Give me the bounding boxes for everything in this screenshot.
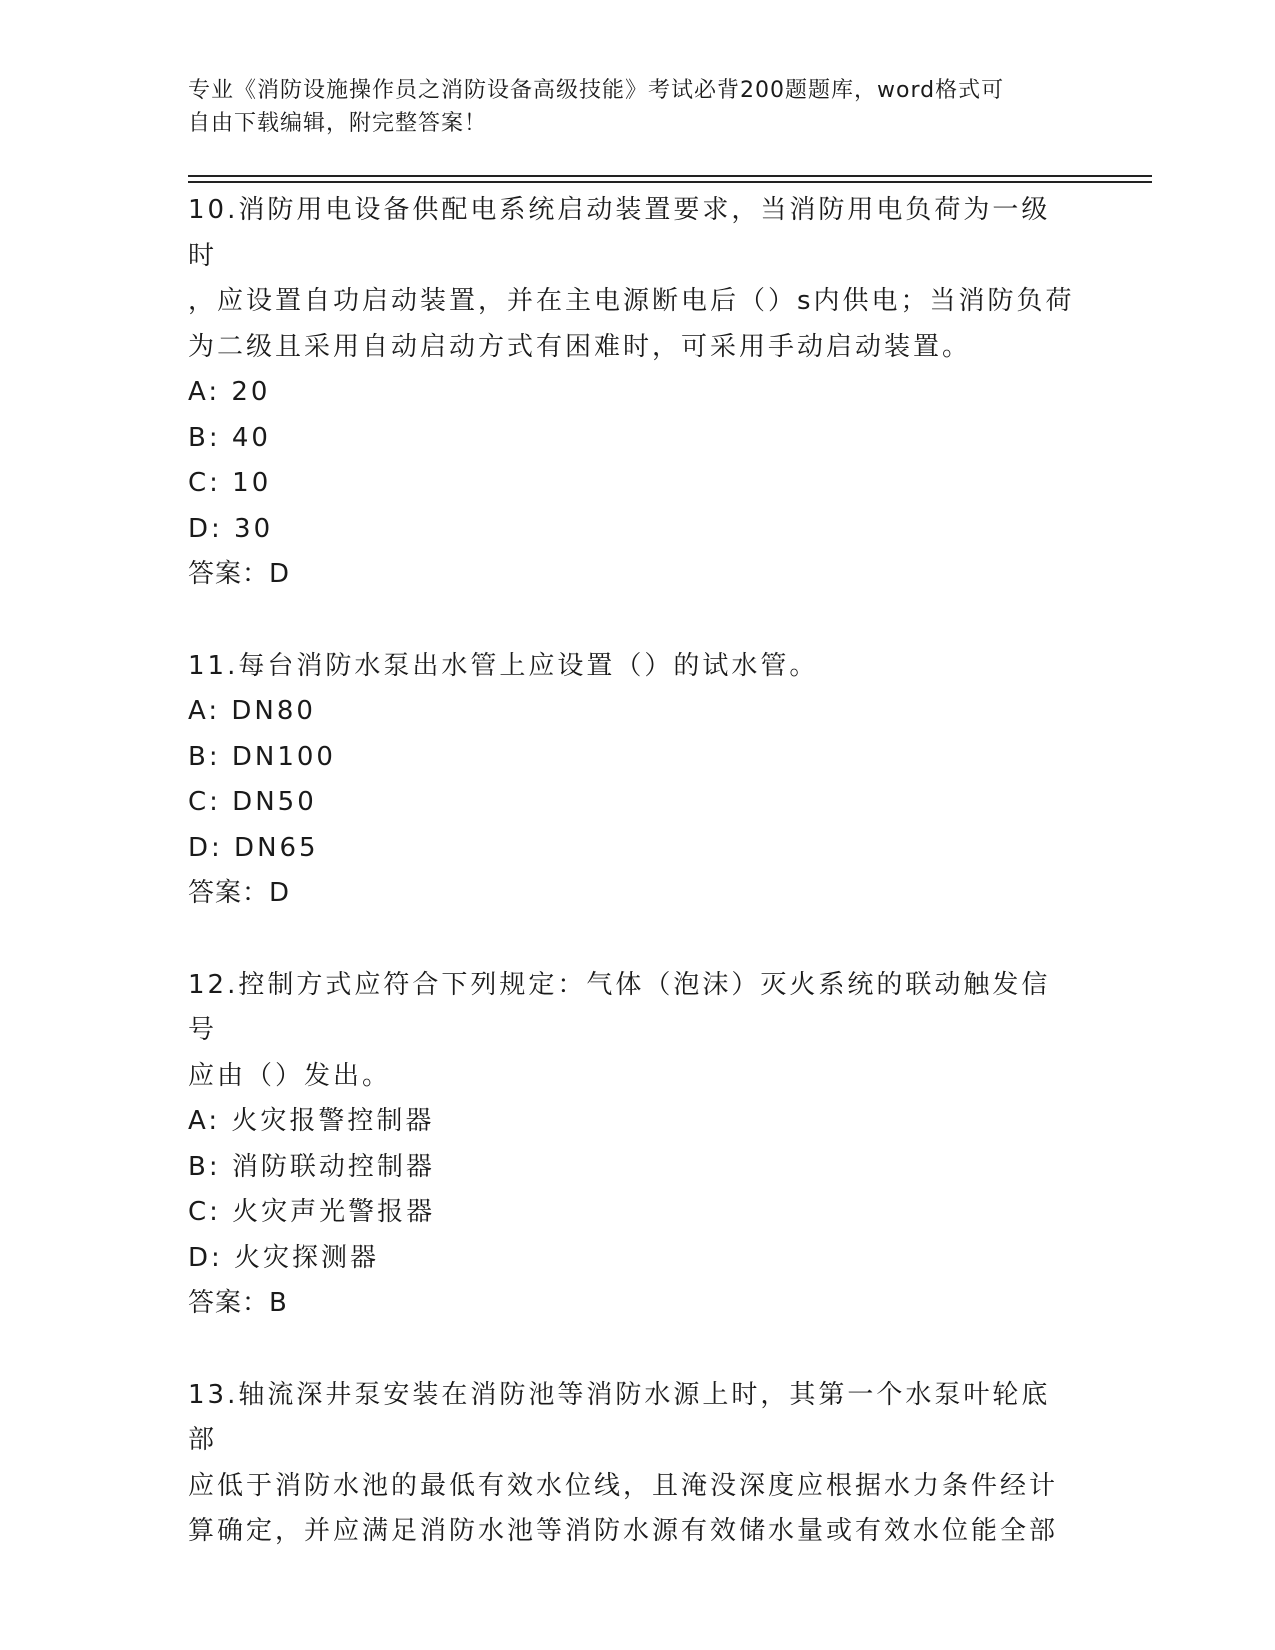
- question-stem: 为二级且采用自动启动方式有困难时，可采用手动启动装置。: [188, 331, 972, 362]
- option-b: B: DN100: [188, 741, 336, 772]
- option-d: D: DN65: [188, 832, 319, 863]
- question-stem: 11.每台消防水泵出水管上应设置（）的试水管。: [188, 650, 819, 681]
- question-stem: 13.轴流深井泵安装在消防池等消防水源上时，其第一个水泵叶轮底部: [188, 1379, 1051, 1455]
- question-stem: ，应设置自功启动装置，并在主电源断电后（）s内供电；当消防负荷: [188, 286, 1075, 316]
- answer-line: 答案：D: [188, 878, 291, 908]
- option-a: A: 20: [188, 377, 271, 407]
- option-a: A: 火灾报警控制器: [188, 1106, 435, 1136]
- option-c: C: 10: [188, 468, 272, 498]
- option-d: D: 30: [188, 513, 274, 544]
- question-13: [188, 1373, 1088, 1555]
- option-c: C: 火灾声光警报器: [188, 1197, 436, 1227]
- question-11: [188, 644, 1088, 917]
- question-stem: 10.消防用电设备供配电系统启动装置要求，当消防用电负荷为一级时: [188, 195, 1051, 271]
- question-10: [188, 188, 1088, 598]
- option-d: D: 火灾探测器: [188, 1242, 380, 1273]
- question-list: [188, 188, 1088, 1601]
- question-stem: 12.控制方式应符合下列规定：气体（泡沫）灭火系统的联动触发信号: [188, 969, 1051, 1045]
- option-c: C: DN50: [188, 787, 317, 817]
- question-stem: 算确定，并应满足消防水池等消防水源有效储水量或有效水位能全部: [188, 1516, 1059, 1546]
- option-b: B: 消防联动控制器: [188, 1151, 435, 1182]
- header-divider-top: [188, 175, 1152, 177]
- answer-line: 答案：B: [188, 1288, 288, 1318]
- question-stem: 应由（）发出。: [188, 1060, 392, 1091]
- question-stem: 应低于消防水池的最低有效水位线，且淹没深度应根据水力条件经计: [188, 1470, 1059, 1501]
- header-line-2: 自由下载编辑，附完整答案！: [188, 111, 488, 136]
- answer-line: 答案：D: [188, 559, 291, 589]
- option-a: A: DN80: [188, 696, 316, 726]
- question-12: [188, 963, 1088, 1327]
- document-header: [188, 74, 1068, 140]
- option-b: B: 40: [188, 422, 271, 453]
- header-line-1: 专业《消防设施操作员之消防设备高级技能》考试必背200题题库，word格式可: [188, 78, 1005, 103]
- header-divider-bottom: [188, 181, 1152, 183]
